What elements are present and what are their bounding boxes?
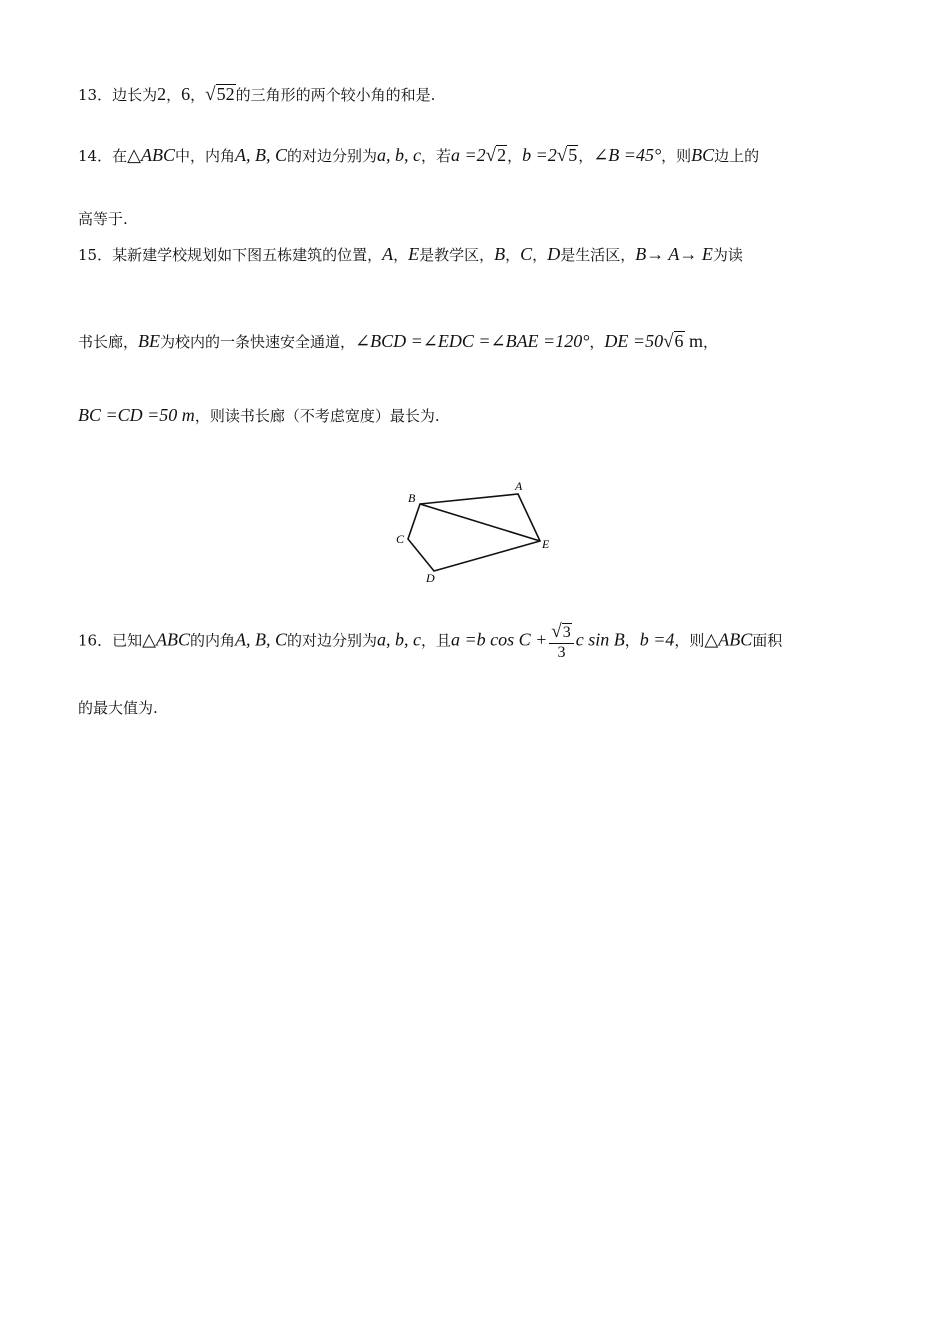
q13-number: 13． [78,86,113,104]
label-a: A [515,479,523,493]
q13-side-3: 52 [216,84,235,104]
q15-be: BE [138,331,161,351]
q14-a-value: a =2 [451,145,486,165]
question-14-line-2: 高等于. [78,210,128,228]
q16-equation: a =b cos C + [451,629,548,650]
q15-path: B→ A→ E [635,244,713,264]
q16-number: 16． [78,631,113,650]
question-13: 13．边长为2，6，√52的三角形的两个较小角的和是. [78,84,436,105]
question-15: 15．某新建学校规划如下图五栋建筑的位置，A，E是教学区，B，C，D是生活区，B→ A→ E为读 [78,244,743,264]
question-16-line-2: 的最大值为. [78,699,158,717]
sqrt-symbol: √ [205,84,216,105]
q15-bc-cd: BC =CD =50 m [78,405,195,425]
q14-sides: a, b, c [376,145,421,165]
question-15-line-2: 书长廊，BE为校内的一条快速安全通道，∠BCD =∠EDC =∠BAE =120°，DE =50√6 m， [78,331,719,352]
q13-side-2: 6 [181,84,191,104]
q14-b-value: b =2 [522,145,557,165]
q13-side-1: 2 [157,84,167,104]
q15-angles-eq: ∠BCD =∠EDC =∠BAE =120° [355,331,590,351]
pentagon-figure [390,478,570,588]
label-d: D [426,571,435,585]
q14-triangle: △ABC [127,145,175,165]
question-15-line-3: BC =CD =50 m，则读书长廊（不考虑宽度）最长为. [78,405,440,425]
question-14: 14．在△ABC中，内角A, B, C的对边分别为a, b, c，若a =2√2，b =2√5，∠B =45°，则BC边上的 [78,145,760,166]
label-c: C [396,532,405,546]
segment-be [420,504,540,541]
q13-text-2: 的三角形的两个较小角的和是. [235,86,436,104]
q16-fraction: $\frac{√3}{3}$ [549,621,573,662]
q14-angle-b: ∠B =45° [593,145,662,165]
q14-number: 14． [78,147,113,165]
question-16: 16．已知△ABC的内角A, B, C的对边分别为a, b, c，且a =b cos C + $\frac{√3}{3}$ c sin B，b =4，则△ABC面积 [78,621,783,661]
label-e: E [542,537,550,551]
label-b: B [408,491,416,505]
pentagon-outline [408,494,540,571]
q15-de: DE =50 [604,331,664,351]
q13-text-1: 边长为 [112,86,158,104]
q14-angles: A, B, C [234,145,287,165]
q14-bc: BC [691,145,715,165]
q15-number: 15． [78,246,113,264]
